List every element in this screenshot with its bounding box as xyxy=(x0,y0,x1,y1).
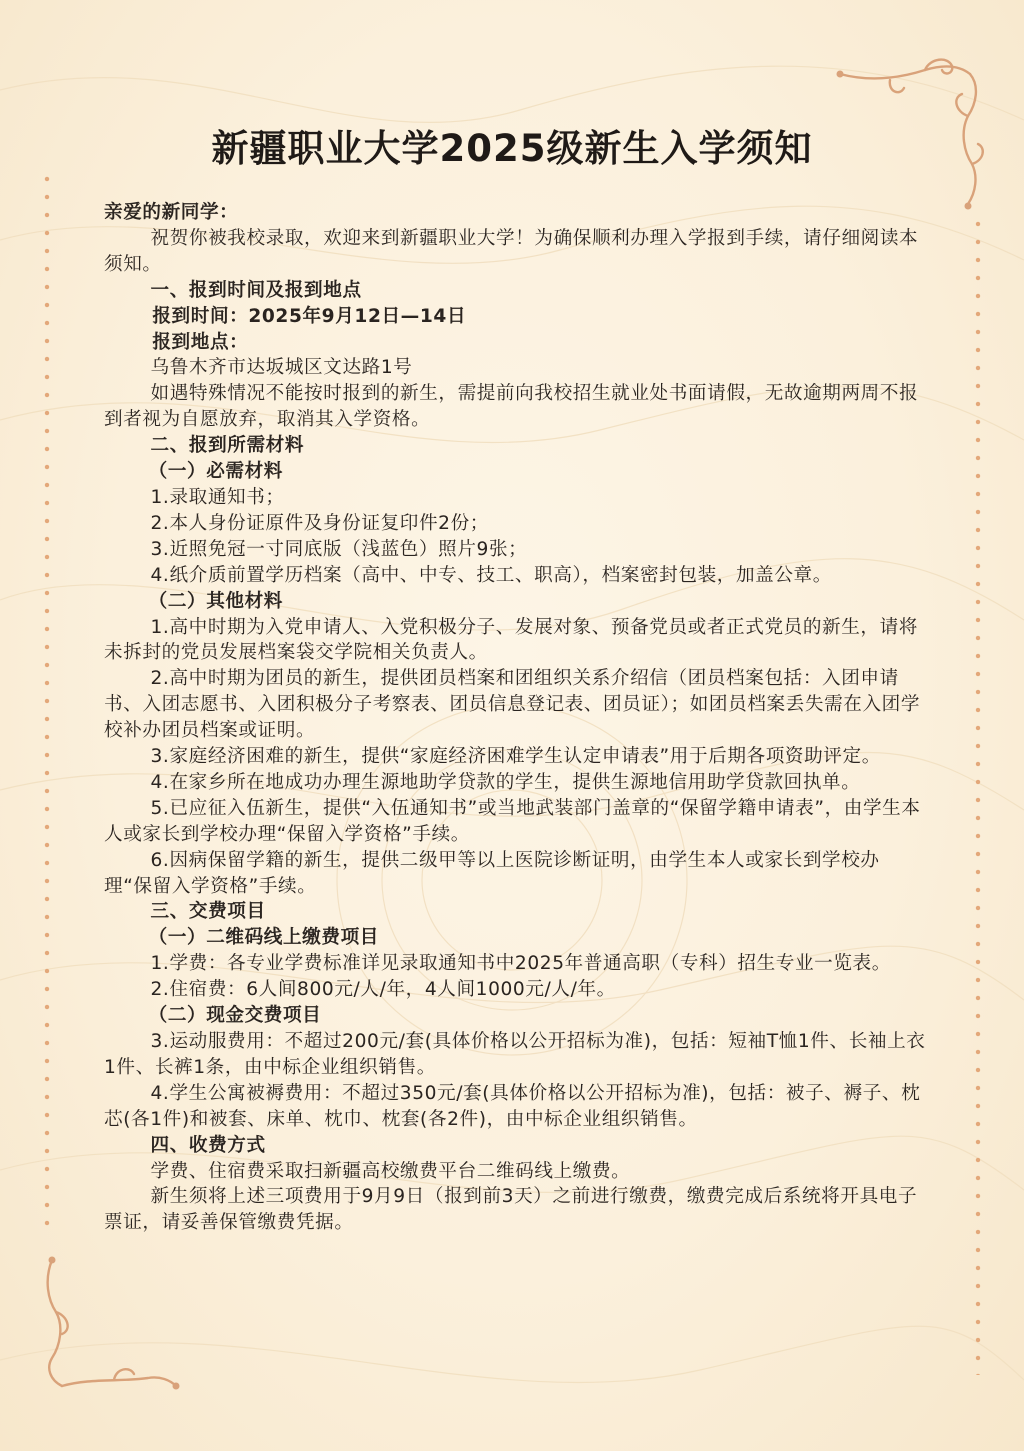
payment-deadline-paragraph: 新生须将上述三项费用于9月9日（报到前3天）之前进行缴费，缴费完成后系统将开具电子票证，请妥善保管缴费凭据。 xyxy=(104,1186,918,1234)
page-title: 新疆职业大学2025级新生入学须知 xyxy=(211,127,813,170)
left-dot-border xyxy=(44,170,50,1230)
list-item: 4.纸介质前置学历档案（高中、中专、技工、职高），档案密封包装，加盖公章。 xyxy=(150,564,832,586)
required-materials-heading: （一）必需材料 xyxy=(148,461,283,483)
registration-place-label: 报到地点： xyxy=(152,331,249,353)
late-registration-note: 如遇特殊情况不能按时报到的新生，需提前向我校招生就业处书面请假，无故逾期两周不报到者视为自愿放弃，取消其入学资格。 xyxy=(104,383,919,431)
list-item: 1.高中时期为入党申请人、入党积极分子、发展对象、预备党员或者正式党员的新生，请将未拆封的党员发展档案袋交学院相关负责人。 xyxy=(104,616,918,664)
list-item: 2.高中时期为团员的新生，提供团员档案和团组织关系介绍信（团员档案包括：入团申请书、入团志愿书、入团积极分子考察表、团员信息登记表、团员证）；如团员档案丢失需在入团学校补办团员档案或证明。 xyxy=(104,668,921,742)
list-item: 2.住宿费：6人间800元/人/年，4人间1000元/人/年。 xyxy=(150,979,616,1001)
bottom-left-flourish-ornament xyxy=(30,1250,180,1400)
list-item: 4.学生公寓被褥费用：不超过350元/套(具体价格以公开招标为准)，包括：被子、褥子、枕芯(各1件)和被套、床单、枕巾、枕套(各2件)，由中标企业组织销售。 xyxy=(104,1082,921,1130)
list-item: 4.在家乡所在地成功办理生源地助学贷款的学生，提供生源地信用助学贷款回执单。 xyxy=(150,771,861,793)
section-3-heading: 三、交费项目 xyxy=(150,901,266,923)
cash-payment-heading: （二）现金交费项目 xyxy=(148,1005,322,1027)
intro-paragraph: 祝贺你被我校录取，欢迎来到新疆职业大学！为确保顺利办理入学报到手续，请仔细阅读本须知。 xyxy=(104,227,919,275)
right-dot-border xyxy=(975,215,981,1375)
notice-body xyxy=(104,200,926,1236)
list-item: 3.家庭经济困难的新生，提供“家庭经济困难学生认定申请表”用于后期各项资助评定。 xyxy=(150,746,881,768)
list-item: 3.运动服费用：不超过200元/套(具体价格以公开招标为准)，包括：短袖T恤1件、长袖上衣1件、长裤1条，由中标企业组织销售。 xyxy=(104,1031,926,1078)
online-payment-heading: （一）二维码线上缴费项目 xyxy=(148,927,379,949)
other-materials-heading: （二）其他材料 xyxy=(148,590,283,612)
registration-time: 报到时间：2025年9月12日—14日 xyxy=(152,305,467,327)
list-item: 3.近照免冠一寸同底版（浅蓝色）照片9张； xyxy=(150,538,528,560)
list-item: 1.学费：各专业学费标准详见录取通知书中2025年普通高职（专科）招生专业一览表。 xyxy=(150,953,891,975)
section-1-heading: 一、报到时间及报到地点 xyxy=(150,279,362,301)
salutation: 亲爱的新同学： xyxy=(104,202,239,223)
payment-method-paragraph: 学费、住宿费采取扫新疆高校缴费平台二维码线上缴费。 xyxy=(150,1160,631,1182)
section-2-heading: 二、报到所需材料 xyxy=(150,435,305,457)
list-item: 2.本人身份证原件及身份证复印件2份； xyxy=(150,512,489,534)
section-4-heading: 四、收费方式 xyxy=(150,1134,266,1156)
list-item: 5.已应征入伍新生，提供“入伍通知书”或当地武装部门盖章的“保留学籍申请表”，由学生本人或家长到学校办理“保留入学资格”手续。 xyxy=(104,797,921,845)
list-item: 6.因病保留学籍的新生，提供二级甲等以上医院诊断证明，由学生本人或家长到学校办理“保留入学资格”手续。 xyxy=(104,849,880,897)
list-item: 1.录取通知书； xyxy=(150,486,285,508)
registration-address: 乌鲁木齐市达坂城区文达路1号 xyxy=(150,357,413,379)
